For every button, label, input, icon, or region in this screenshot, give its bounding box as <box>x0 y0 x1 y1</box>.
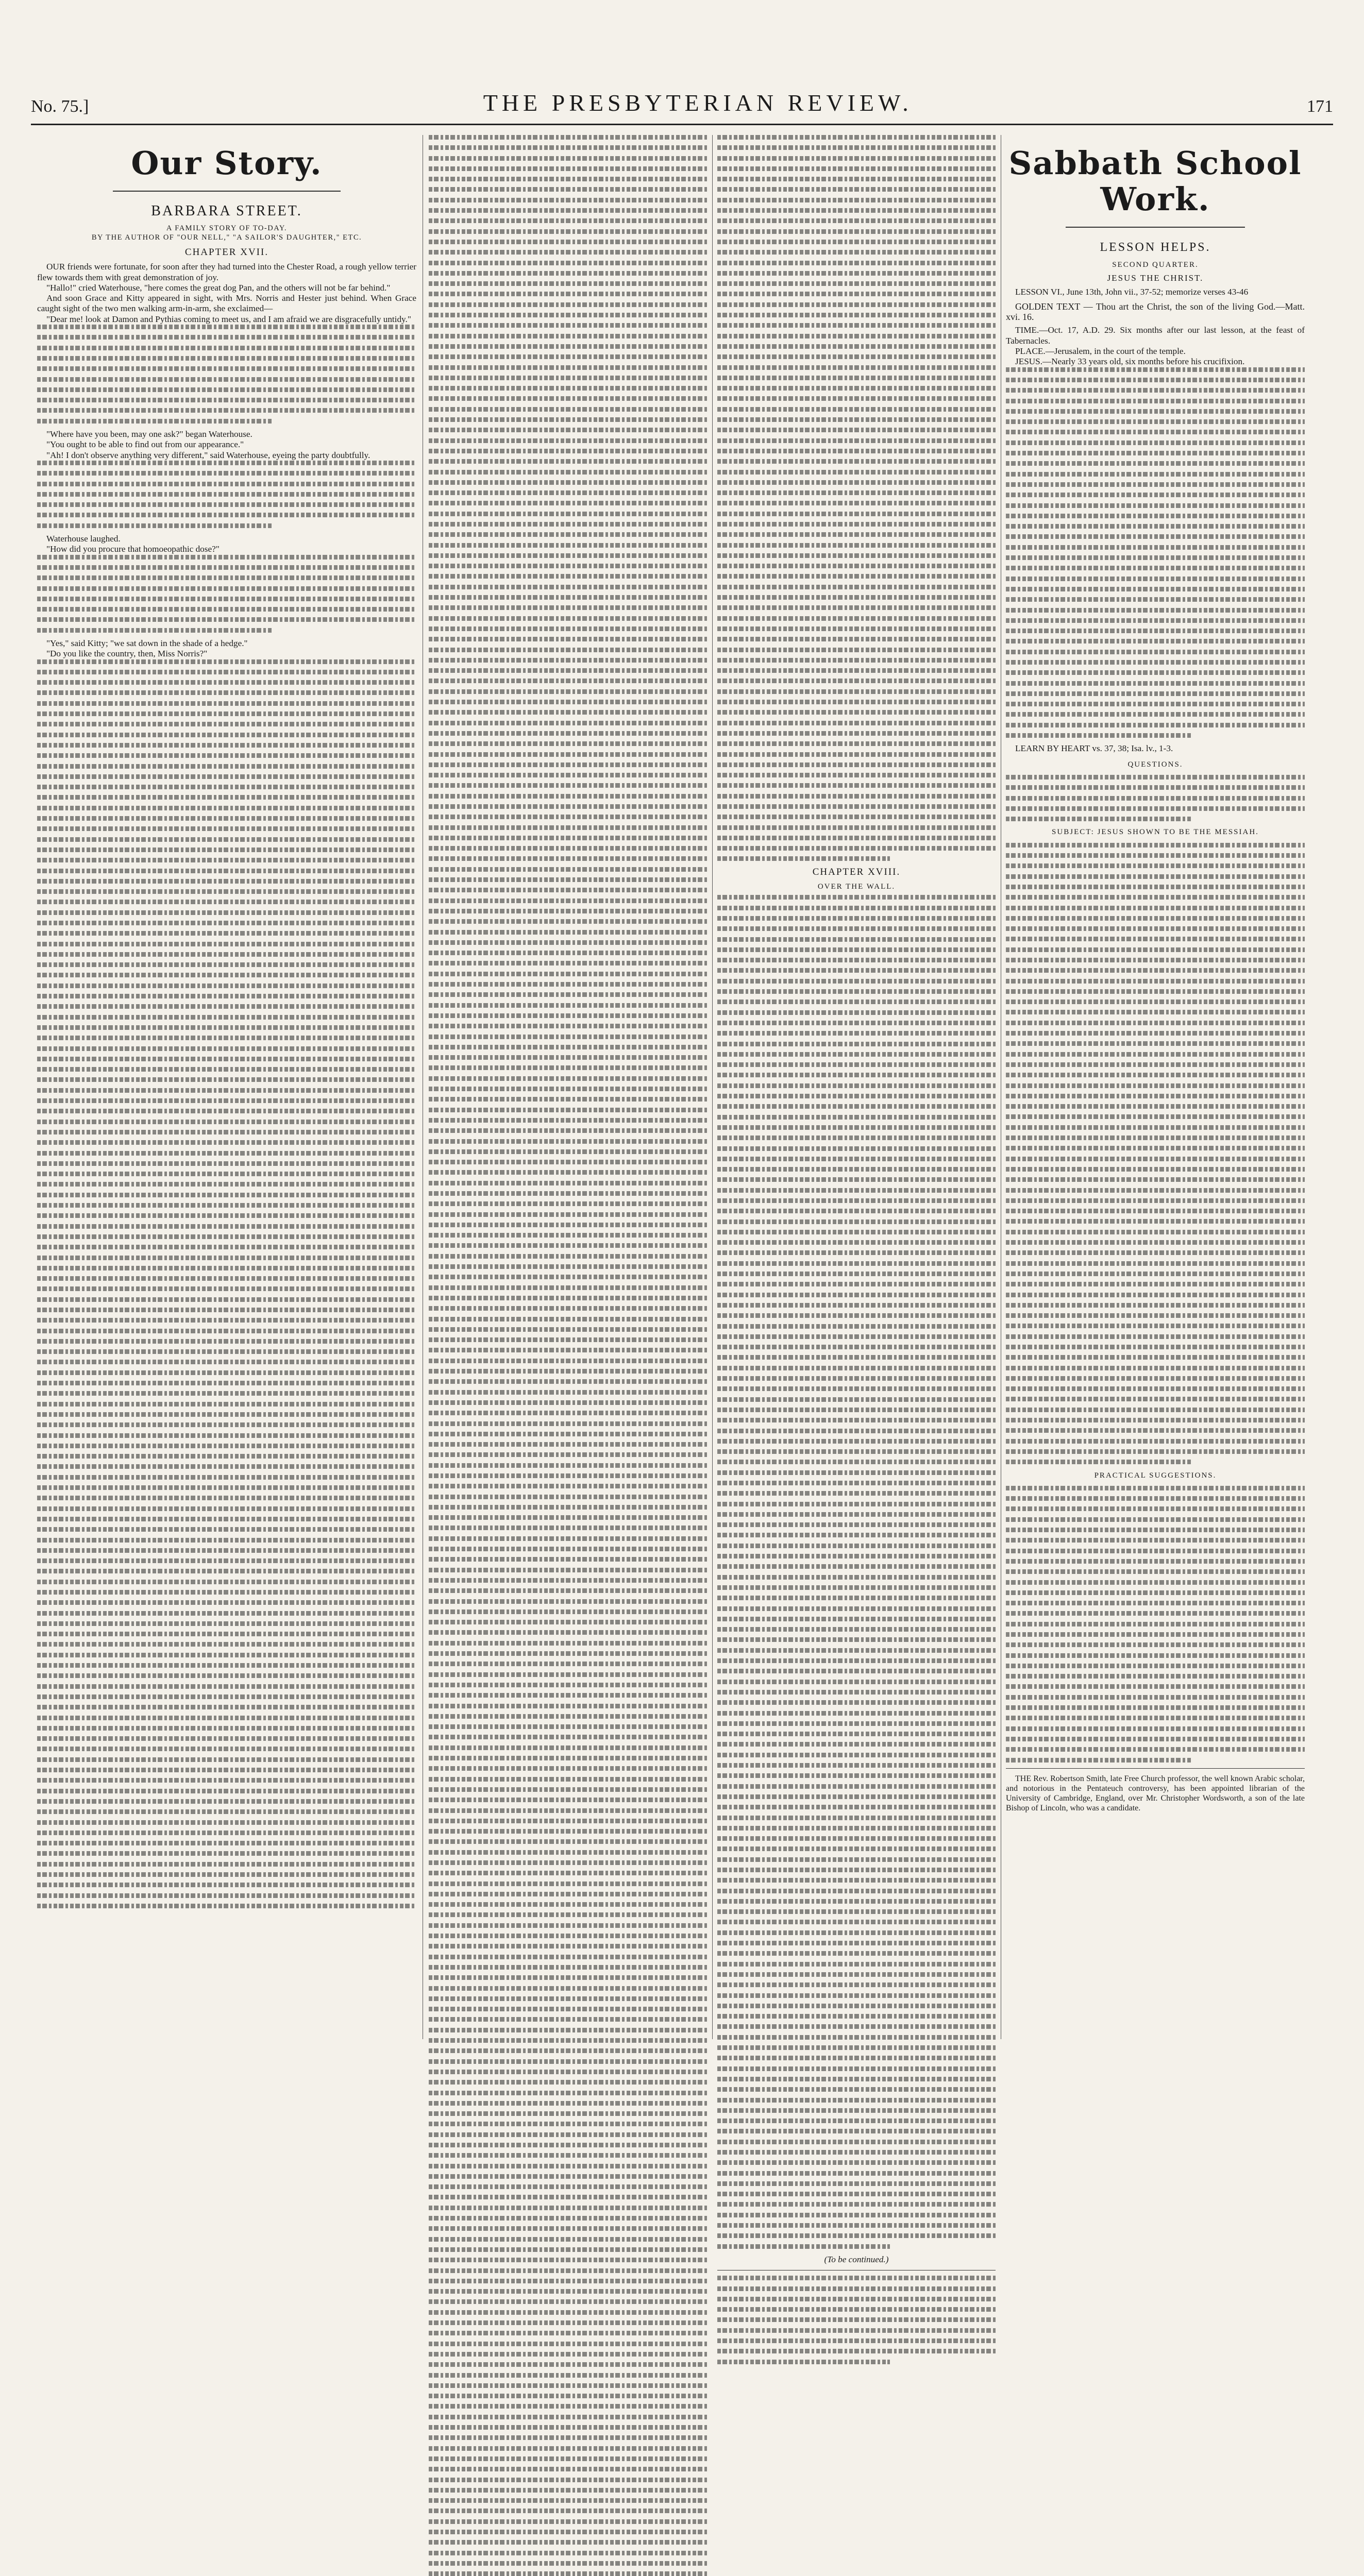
section-title-our-story: Our Story. <box>131 144 323 182</box>
paragraph: "Hallo!" cried Waterhouse, "here comes the great dog Pan, and the others will not be far behind." <box>46 282 391 293</box>
paragraph: "Do you like the country, then, Miss Norris?" <box>46 649 208 659</box>
body-text-block <box>1006 367 1305 738</box>
page-header <box>31 77 1333 125</box>
lesson-helps-heading: LESSON HELPS. <box>1100 241 1211 254</box>
chapter-subheading: OVER THE WALL. <box>817 883 896 891</box>
lesson-jesus-age: JESUS.—Nearly 33 years old, six months before his crucifixion. <box>1015 357 1245 367</box>
paragraph: "You ought to be able to find out from our appearance." <box>46 439 244 450</box>
paragraph: And soon Grace and Kitty appeared in sight, with Mrs. Norris and Hester just behind. When Grace caught sight of the two men walking arm-in-arm, she exclaimed— <box>37 293 416 314</box>
questions-heading: QUESTIONS. <box>1127 760 1183 769</box>
body-text-block <box>37 325 416 423</box>
chapter-heading: CHAPTER XVII. <box>184 247 269 258</box>
title-underline <box>1066 227 1245 228</box>
golden-text: GOLDEN TEXT — Thou art the Christ, the son of the living God.—Matt. xvi. 16. <box>1006 301 1305 323</box>
body-text-block <box>1006 1486 1305 1762</box>
practical-suggestions-heading: PRACTICAL SUGGESTIONS. <box>1094 1471 1217 1480</box>
issue-number: No. 75.] <box>31 97 89 116</box>
body-text-block <box>429 135 707 2576</box>
masthead: THE PRESBYTERIAN REVIEW. <box>483 90 913 116</box>
body-text-block <box>1006 843 1305 1465</box>
story-column-2 <box>429 135 707 2039</box>
section-title-sabbath-school: Sabbath School Work. <box>1008 144 1302 218</box>
paragraph: "Ah! I don't observe anything very different," said Waterhouse, eyeing the party doubtfully. <box>46 450 371 460</box>
body-text-block <box>37 555 416 633</box>
quarter-heading: SECOND QUARTER. <box>1112 261 1199 269</box>
paragraph: "Dear me! look at Damon and Pythias coming to meet us, and I am afraid we are disgracefully untidy." <box>46 314 411 324</box>
body-text-block <box>717 135 996 861</box>
to-be-continued: (To be continued.) <box>824 2254 889 2264</box>
learn-by-heart: LEARN BY HEART vs. 37, 38; Isa. lv., 1-3. <box>1015 743 1173 754</box>
paragraph: "How did you procure that homoeopathic dose?" <box>46 544 220 554</box>
page-number: 171 <box>1307 97 1333 116</box>
news-note: THE Rev. Robertson Smith, late Free Church professor, the well known Arabic scholar, and notorious in the Pentateuch controversy, has been appointed librarian of the University of Cambridge, England, over Mr. Christopher Wordsworth, a son of the late Bishop of Lincoln, who was a candidate. <box>1006 1774 1305 1812</box>
paragraph: "Yes," said Kitty; "we sat down in the shade of a hedge." <box>46 638 248 648</box>
paragraph: "Where have you been, may one ask?" began Waterhouse. <box>46 429 252 439</box>
subject-heading: SUBJECT: JESUS SHOWN TO BE THE MESSIAH. <box>1052 828 1259 837</box>
lesson-reference: LESSON VI., June 13th, John vii., 37-52; memorize verses 43-46 <box>1015 286 1249 297</box>
body-text-block <box>1006 775 1305 821</box>
sabbath-school-column <box>1006 135 1305 2039</box>
divider <box>1006 1768 1305 1769</box>
story-title: BARBARA STREET. <box>151 203 302 219</box>
title-underline <box>113 191 341 192</box>
body-text-block <box>717 895 996 2248</box>
notice-text-block <box>717 2276 996 2364</box>
body-text-block <box>37 461 416 528</box>
story-author-line: BY THE AUTHOR OF "OUR NELL," "A SAILOR'S DAUGHTER," ETC. <box>91 233 362 242</box>
column-rule <box>712 135 713 2039</box>
lesson-time: TIME.—Oct. 17, A.D. 29. Six months after our last lesson, at the feast of Tabernacles. <box>1006 325 1305 346</box>
paragraph: Waterhouse laughed. <box>46 534 121 544</box>
story-subtitle: A FAMILY STORY OF TO-DAY. <box>166 224 288 232</box>
story-column-1 <box>37 135 416 2039</box>
paragraph: OUR friends were fortunate, for soon after they had turned into the Chester Road, a rough yellow terrier flew towards them with great demonstration of joy. <box>37 262 416 282</box>
lesson-title: JESUS THE CHRIST. <box>1107 273 1204 283</box>
story-column-3 <box>717 135 996 2264</box>
body-text-block <box>37 659 416 1908</box>
chapter-heading: CHAPTER XVIII. <box>812 866 901 877</box>
lesson-place: PLACE.—Jerusalem, in the court of the temple. <box>1015 346 1186 357</box>
